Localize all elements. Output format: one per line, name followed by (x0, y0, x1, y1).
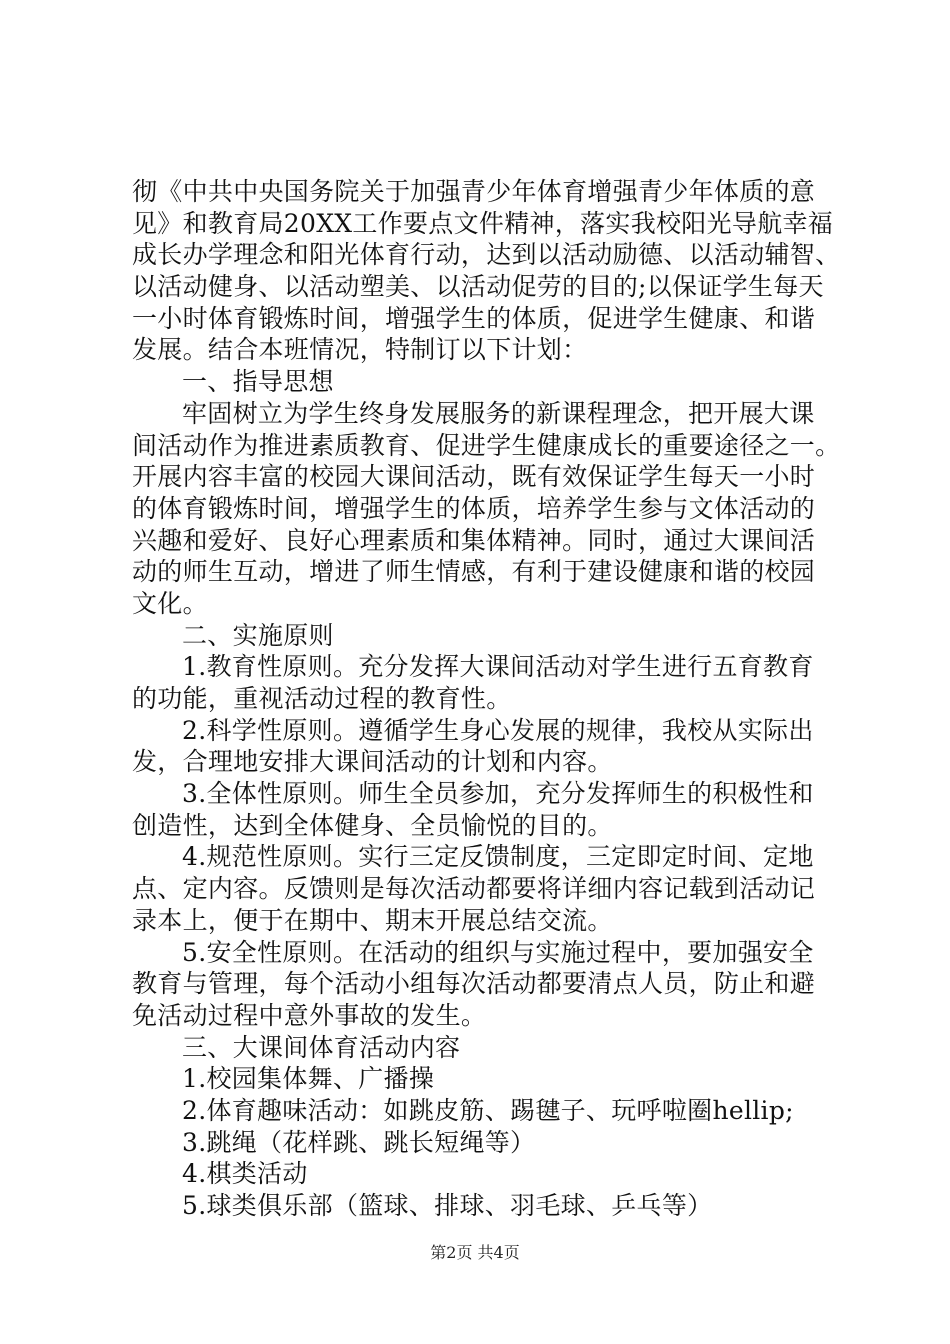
text-line: 免活动过程中意外事故的发生。 (132, 1000, 487, 1030)
text-line: 三、大课间体育活动内容 (182, 1032, 461, 1062)
text-line: 二、实施原则 (182, 620, 334, 650)
text-line: 文化。 (132, 588, 208, 618)
text-line: 1.教育性原则。充分发挥大课间活动对学生进行五育教育 (182, 652, 814, 682)
text-line: 动的师生互动，增进了师生情感，有利于建设健康和谐的校园 (132, 557, 816, 587)
text-line: 发，合理地安排大课间活动的计划和内容。 (132, 747, 613, 777)
text-line: 4.棋类活动 (182, 1159, 308, 1189)
text-line: 2.科学性原则。遵循学生身心发展的规律，我校从实际出 (182, 715, 814, 745)
text-line: 成长办学理念和阳光体育行动，达到以活动励德、以活动辅智、 (132, 240, 841, 270)
text-line: 教育与管理，每个活动小组每次活动都要清点人员，防止和避 (132, 969, 816, 999)
text-line: 3.全体性原则。师生全员参加，充分发挥师生的积极性和 (182, 779, 814, 809)
text-line: 5.安全性原则。在活动的组织与实施过程中，要加强安全 (182, 937, 814, 967)
text-line: 一小时体育锻炼时间，增强学生的体质，促进学生健康、和谐 (132, 303, 816, 333)
text-line: 的功能，重视活动过程的教育性。 (132, 684, 512, 713)
text-line: 发展。结合本班情况，特制订以下计划： (132, 335, 588, 365)
text-line: 2.体育趣味活动：如跳皮筋、踢毽子、玩呼啦圈hellip; (182, 1095, 794, 1125)
text-line: 录本上，便于在期中、期末开展总结交流。 (132, 905, 613, 935)
text-line: 创造性，达到全体健身、全员愉悦的目的。 (132, 810, 613, 840)
text-line: 开展内容丰富的校园大课间活动，既有效保证学生每天一小时 (132, 462, 816, 492)
text-line: 牢固树立为学生终身发展服务的新课程理念，把开展大课 (182, 398, 815, 428)
text-line: 彻《中共中央国务院关于加强青少年体育增强青少年体质的意 (132, 177, 816, 206)
text-line: 间活动作为推进素质教育、促进学生健康成长的重要途径之一。 (132, 430, 841, 460)
text-line: 一、指导思想 (182, 367, 334, 397)
text-line: 的体育锻炼时间，增强学生的体质，培养学生参与文体活动的 (132, 493, 816, 523)
text-line: 5.球类俱乐部（篮球、排球、羽毛球、乒乓等） (182, 1191, 713, 1220)
page-footer: 第2页 共4页 (430, 1243, 520, 1262)
text-line: 4.规范性原则。实行三定反馈制度，三定即定时间、定地 (182, 842, 814, 872)
text-line: 见》和教育局20XX工作要点文件精神，落实我校阳光导航幸福 (132, 208, 834, 238)
text-line: 点、定内容。反馈则是每次活动都要将详细内容记载到活动记 (132, 874, 816, 904)
text-line: 1.校园集体舞、广播操 (182, 1064, 435, 1094)
text-line: 兴趣和爱好、良好心理素质和集体精神。同时，通过大课间活 (132, 525, 816, 555)
text-line: 3.跳绳（花样跳、跳长短绳等） (182, 1127, 536, 1157)
text-line: 以活动健身、以活动塑美、以活动促劳的目的;以保证学生每天 (132, 272, 824, 302)
document-body (132, 176, 841, 1222)
